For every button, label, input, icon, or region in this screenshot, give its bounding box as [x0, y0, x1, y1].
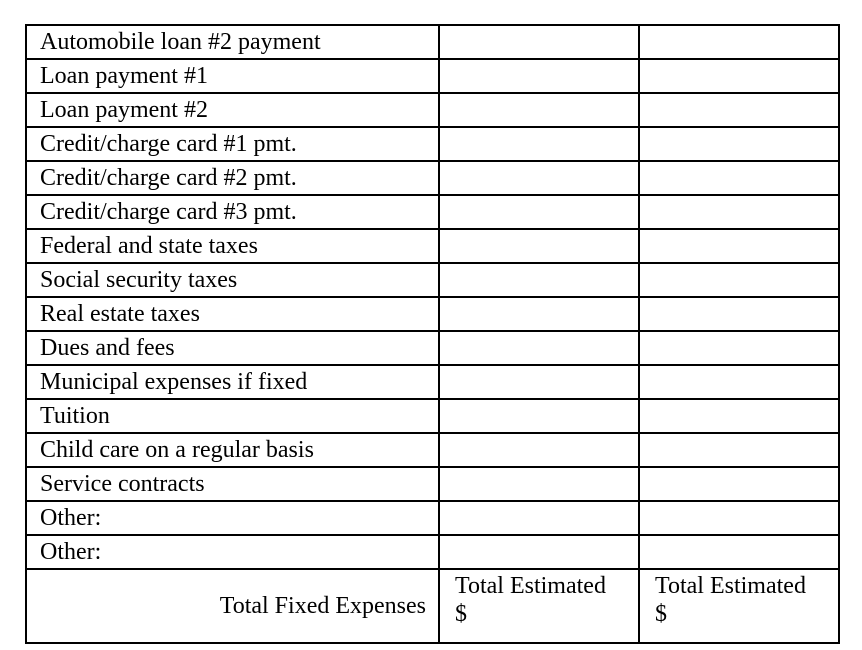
amount-cell-2[interactable]: [639, 399, 839, 433]
amount-cell-1[interactable]: [439, 331, 639, 365]
row-label: Loan payment #2: [26, 93, 439, 127]
row-label: Loan payment #1: [26, 59, 439, 93]
total-row: [26, 569, 839, 643]
amount-cell-2[interactable]: [639, 59, 839, 93]
row-label: Child care on a regular basis: [26, 433, 439, 467]
row-label: Other:: [26, 535, 439, 569]
amount-cell-1[interactable]: [439, 433, 639, 467]
row-label: Automobile loan #2 payment: [26, 25, 439, 59]
table-row: [26, 331, 839, 365]
amount-cell-2[interactable]: [639, 535, 839, 569]
total-estimated-title: Total Estimated: [455, 573, 606, 599]
table-row: [26, 127, 839, 161]
table-row: [26, 365, 839, 399]
amount-cell-2[interactable]: [639, 331, 839, 365]
table-row: [26, 161, 839, 195]
table-row: [26, 297, 839, 331]
amount-cell-1[interactable]: [439, 501, 639, 535]
amount-cell-1[interactable]: [439, 229, 639, 263]
total-estimated-title: Total Estimated: [655, 573, 806, 599]
table-row: [26, 399, 839, 433]
table-row: [26, 467, 839, 501]
row-label: Municipal expenses if fixed: [26, 365, 439, 399]
amount-cell-2[interactable]: [639, 127, 839, 161]
row-label: Other:: [26, 501, 439, 535]
row-label: Tuition: [26, 399, 439, 433]
amount-cell-1[interactable]: [439, 263, 639, 297]
amount-cell-1[interactable]: [439, 59, 639, 93]
amount-cell-1[interactable]: [439, 365, 639, 399]
amount-cell-1[interactable]: [439, 195, 639, 229]
table-row: [26, 263, 839, 297]
currency-symbol: $: [455, 601, 467, 627]
fixed-expenses-table: [25, 24, 840, 644]
table-row: [26, 59, 839, 93]
row-label: Real estate taxes: [26, 297, 439, 331]
amount-cell-2[interactable]: [639, 195, 839, 229]
row-label: Credit/charge card #2 pmt.: [26, 161, 439, 195]
amount-cell-1[interactable]: [439, 399, 639, 433]
amount-cell-2[interactable]: [639, 365, 839, 399]
table-row: [26, 501, 839, 535]
amount-cell-2[interactable]: [639, 161, 839, 195]
amount-cell-1[interactable]: [439, 93, 639, 127]
row-label: Credit/charge card #1 pmt.: [26, 127, 439, 161]
total-estimated-cell-1[interactable]: [439, 569, 639, 643]
amount-cell-2[interactable]: [639, 297, 839, 331]
table-row: [26, 25, 839, 59]
row-label: Credit/charge card #3 pmt.: [26, 195, 439, 229]
table-row: [26, 229, 839, 263]
amount-cell-2[interactable]: [639, 467, 839, 501]
amount-cell-1[interactable]: [439, 297, 639, 331]
row-label: Social security taxes: [26, 263, 439, 297]
amount-cell-2[interactable]: [639, 229, 839, 263]
amount-cell-2[interactable]: [639, 25, 839, 59]
amount-cell-1[interactable]: [439, 127, 639, 161]
currency-symbol: $: [655, 601, 667, 627]
table-row: [26, 195, 839, 229]
amount-cell-2[interactable]: [639, 433, 839, 467]
total-estimated-cell-2[interactable]: [639, 569, 839, 643]
total-fixed-expenses-label: Total Fixed Expenses: [26, 569, 439, 643]
row-label: Service contracts: [26, 467, 439, 501]
amount-cell-1[interactable]: [439, 535, 639, 569]
amount-cell-1[interactable]: [439, 161, 639, 195]
amount-cell-2[interactable]: [639, 93, 839, 127]
table-row: [26, 535, 839, 569]
amount-cell-2[interactable]: [639, 501, 839, 535]
row-label: Federal and state taxes: [26, 229, 439, 263]
amount-cell-1[interactable]: [439, 467, 639, 501]
table-row: [26, 93, 839, 127]
table-row: [26, 433, 839, 467]
amount-cell-1[interactable]: [439, 25, 639, 59]
row-label: Dues and fees: [26, 331, 439, 365]
amount-cell-2[interactable]: [639, 263, 839, 297]
